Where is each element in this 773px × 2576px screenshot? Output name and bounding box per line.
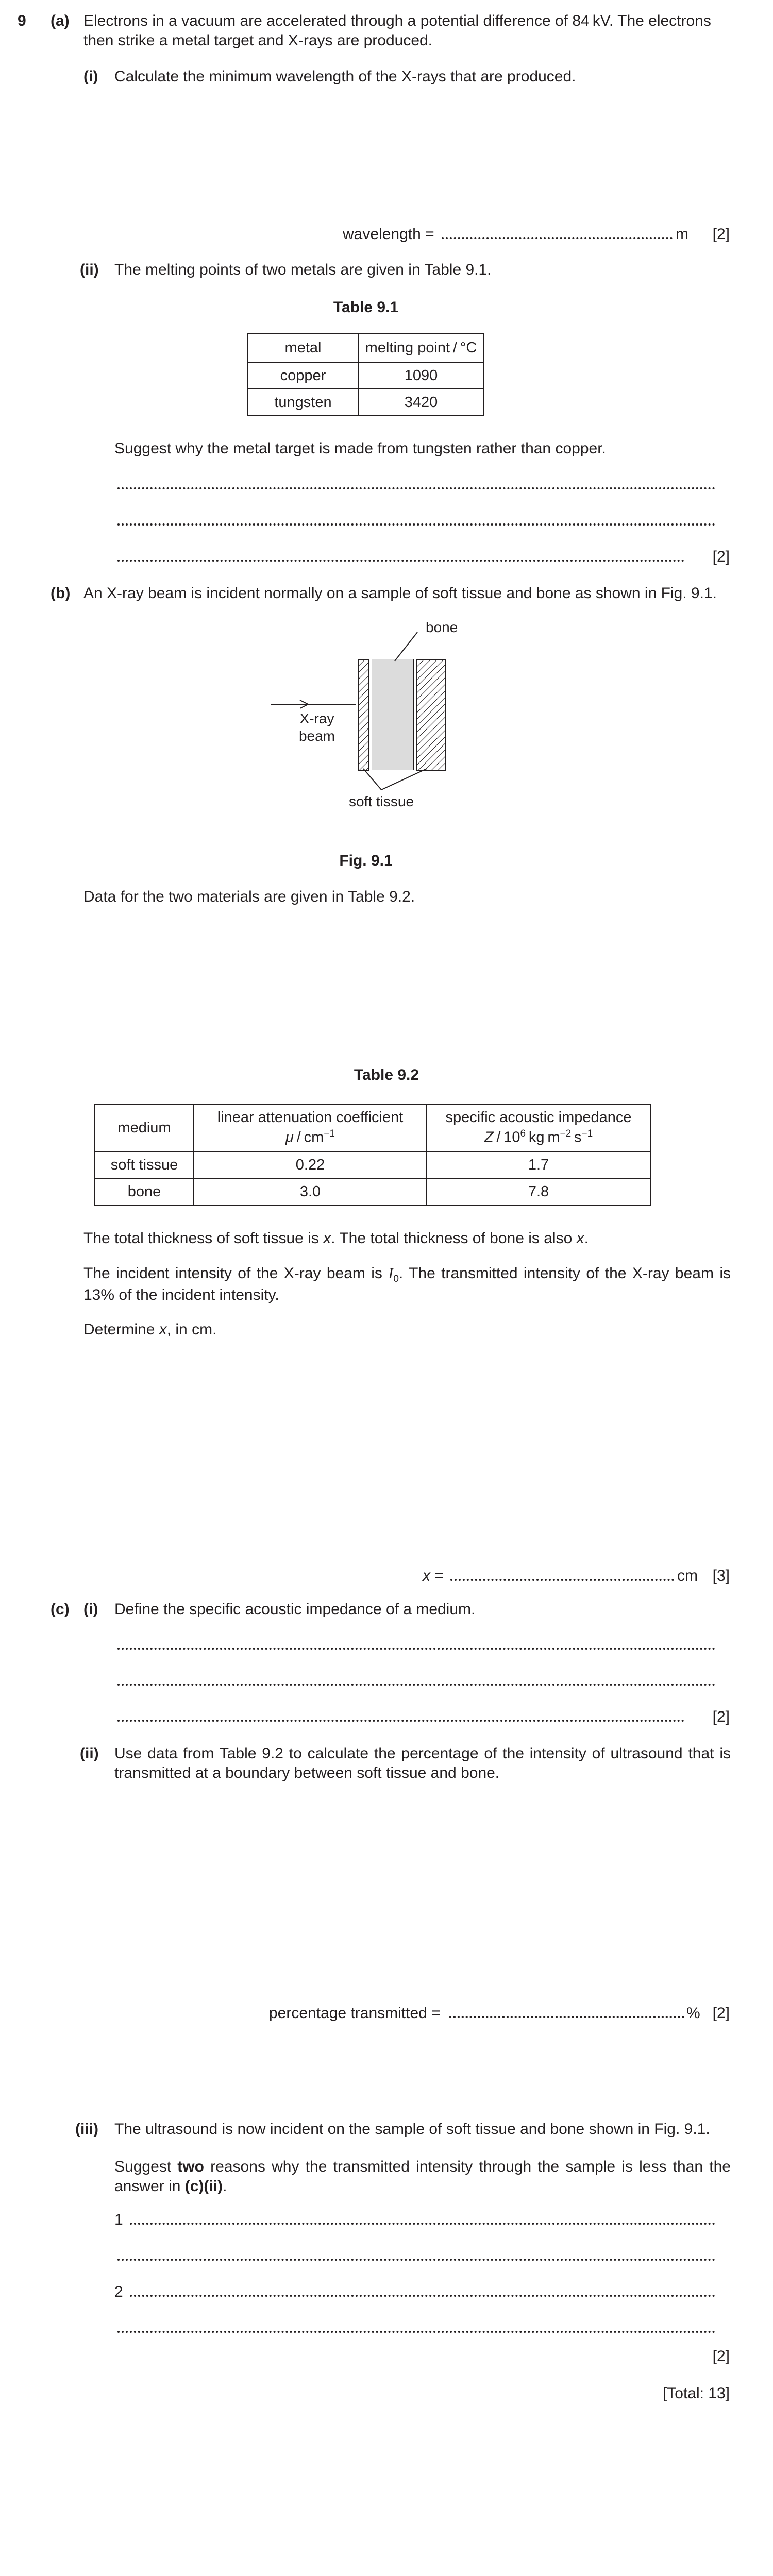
marks-c-ii: [2] xyxy=(712,2005,730,2022)
answer-line-c-i-1[interactable] xyxy=(117,1648,715,1650)
fig-label-soft-tissue: soft tissue xyxy=(348,793,414,809)
answer-line-c-iii-2a[interactable] xyxy=(130,2295,715,2297)
x-answer-unit: cm xyxy=(677,1567,698,1584)
part-b-label: (b) xyxy=(51,585,71,602)
part-b-determine-text xyxy=(83,1320,216,1340)
question-number: 9 xyxy=(18,12,26,29)
fig-label-beam: beam xyxy=(298,727,335,744)
part-a-label: (a) xyxy=(51,12,70,29)
table-9-2-cell: 0.22 xyxy=(194,1151,427,1178)
table-9-1-header-melting: melting point / °C xyxy=(358,334,484,362)
table-9-2-title: Table 9.2 xyxy=(354,1066,419,1083)
table-9-2-header-medium: medium xyxy=(95,1104,194,1151)
bone-leader-line xyxy=(395,632,417,661)
table-9-1-cell: 3420 xyxy=(358,389,484,416)
lac-unit: / cm xyxy=(293,1129,324,1146)
thickness-text-b: . The total thickness of bone is also xyxy=(331,1230,577,1247)
marks-b: [3] xyxy=(712,1567,730,1584)
reason-number-2: 2 xyxy=(114,2283,123,2300)
z-unit-part-a: / 10 xyxy=(493,1129,520,1146)
x-answer-label xyxy=(423,1566,444,1586)
part-c-iii-label: (iii) xyxy=(75,2121,98,2138)
table-9-2-cell: 7.8 xyxy=(427,1178,650,1205)
bone-layer xyxy=(372,659,413,770)
part-a-ii-text: The melting points of two metals are given in Table 9.1. xyxy=(114,261,492,278)
table-9-2-cell: bone xyxy=(95,1178,194,1205)
table-9-2-cell: soft tissue xyxy=(95,1151,194,1178)
z-unit-part-c: s xyxy=(571,1129,582,1146)
intensity-subscript: 0 xyxy=(393,1274,399,1284)
z-unit-part-b: kg m xyxy=(526,1129,560,1146)
lac-unit-exponent: −1 xyxy=(324,1128,335,1139)
x-answer-line[interactable] xyxy=(450,1579,674,1581)
answer-line-a-ii-1[interactable] xyxy=(117,487,715,489)
determine-text-b: , in cm. xyxy=(166,1321,217,1338)
fig-label-xray-beam xyxy=(286,710,348,744)
answer-line-c-iii-1b[interactable] xyxy=(117,2259,715,2261)
table-9-1-cell: tungsten xyxy=(248,389,358,416)
z-exponent-1: 6 xyxy=(520,1128,526,1139)
determine-text-a: Determine xyxy=(83,1321,159,1338)
table-9-2-header-lac xyxy=(194,1104,427,1151)
part-c-ii-text: Use data from Table 9.2 to calculate the percentage of the intensity of ultrasound that is transmitted at a boundary between soft tissue and bone. xyxy=(114,1745,731,1782)
x-answer-equals: = xyxy=(430,1567,444,1584)
thickness-text-a: The total thickness of soft tissue is xyxy=(83,1230,324,1247)
intensity-symbol: I xyxy=(388,1265,394,1282)
percentage-answer-label: percentage transmitted = xyxy=(269,2005,441,2022)
table-9-1-header-metal: metal xyxy=(248,334,358,362)
intensity-text-b: . The transmitted intensity of the X-ray beam is 13% of the incident intensity. xyxy=(83,1265,731,1303)
percentage-unit: % xyxy=(686,2005,700,2022)
thickness-x-symbol: x xyxy=(323,1230,331,1247)
part-c-i-text: Define the specific acoustic impedance of a medium. xyxy=(114,1601,476,1618)
answer-line-c-i-2[interactable] xyxy=(117,1684,715,1686)
wavelength-answer-label: wavelength = xyxy=(343,226,434,243)
lac-symbol: μ xyxy=(285,1129,294,1146)
table-9-1-cell: copper xyxy=(248,362,358,389)
table-9-1-title: Table 9.1 xyxy=(333,299,399,316)
tissue-leader-line-right xyxy=(381,769,427,790)
table-9-2-cell: 1.7 xyxy=(427,1151,650,1178)
table-9-2-header-z xyxy=(427,1104,650,1151)
marks-a-i: [2] xyxy=(712,226,730,243)
fig-label-bone: bone xyxy=(426,619,458,635)
part-a-i-text: Calculate the minimum wavelength of the X-rays that are produced. xyxy=(114,68,576,85)
suggest-text-ref: (c)(ii) xyxy=(184,2177,223,2195)
part-b-thickness-text xyxy=(83,1229,731,1248)
total-marks: [Total: 13] xyxy=(662,2385,730,2402)
part-c-label: (c) xyxy=(51,1601,70,1618)
marks-c-i: [2] xyxy=(712,1708,730,1725)
thickness-x-symbol: x xyxy=(576,1230,584,1247)
part-c-i-label: (i) xyxy=(83,1601,98,1618)
answer-line-c-iii-2b[interactable] xyxy=(117,2331,715,2333)
suggest-text-b: reasons why the transmitted intensity through the sample is less than the answer in xyxy=(114,2158,731,2195)
thickness-text-c: . xyxy=(584,1230,589,1247)
table-9-1-cell: 1090 xyxy=(358,362,484,389)
tissue-leader-line-left xyxy=(363,769,381,790)
reason-number-1: 1 xyxy=(114,2211,123,2228)
x-answer-symbol: x xyxy=(423,1567,430,1584)
answer-line-a-ii-3[interactable] xyxy=(117,560,684,562)
soft-tissue-left-layer xyxy=(358,659,368,770)
suggest-text-a: Suggest xyxy=(114,2158,178,2175)
suggest-text-c: . xyxy=(223,2177,227,2195)
part-c-iii-text: The ultrasound is now incident on the sample of soft tissue and bone shown in Fig. 9.1. xyxy=(114,2121,710,2138)
z-exponent-2: −2 xyxy=(560,1128,572,1139)
wavelength-unit: m xyxy=(676,226,688,243)
answer-line-c-i-3[interactable] xyxy=(117,1720,684,1722)
marks-c-iii: [2] xyxy=(712,2348,730,2365)
part-b-stem: An X-ray beam is incident normally on a sample of soft tissue and bone as shown in Fig. 9.1. xyxy=(83,585,717,602)
part-c-iii-suggest xyxy=(114,2157,731,2196)
soft-tissue-right-layer xyxy=(417,659,446,770)
table-9-2 xyxy=(94,1104,651,1206)
part-b-data-text: Data for the two materials are given in Table 9.2. xyxy=(83,888,415,905)
percentage-answer-line[interactable] xyxy=(449,2016,684,2018)
answer-line-a-ii-2[interactable] xyxy=(117,523,715,526)
determine-x-symbol: x xyxy=(159,1321,167,1338)
wavelength-answer-line[interactable] xyxy=(442,237,673,239)
part-c-ii-label: (ii) xyxy=(80,1745,99,1762)
fig-9-1-caption: Fig. 9.1 xyxy=(339,852,393,869)
part-a-stem: Electrons in a vacuum are accelerated through a potential difference of 84 kV. The electrons then strike a metal target and X-rays are produced. xyxy=(83,12,711,49)
part-a-i-label: (i) xyxy=(83,68,98,85)
table-9-2-cell: 3.0 xyxy=(194,1178,427,1205)
lac-header-text: linear attenuation coefficient xyxy=(217,1109,404,1126)
answer-line-c-iii-1a[interactable] xyxy=(130,2223,715,2225)
fig-label-xray: X-ray xyxy=(299,710,334,726)
suggest-text-bold: two xyxy=(177,2158,204,2175)
z-symbol: Z xyxy=(484,1129,494,1146)
table-9-1 xyxy=(247,333,484,416)
marks-a-ii: [2] xyxy=(712,548,730,565)
part-a-ii-label: (ii) xyxy=(80,261,99,278)
part-b-intensity-text xyxy=(83,1264,731,1304)
z-exponent-3: −1 xyxy=(581,1128,593,1139)
z-header-text: specific acoustic impedance xyxy=(445,1109,632,1126)
part-a-ii-suggest: Suggest why the metal target is made from tungsten rather than copper. xyxy=(114,440,606,457)
intensity-text-a: The incident intensity of the X-ray beam is xyxy=(83,1265,389,1282)
